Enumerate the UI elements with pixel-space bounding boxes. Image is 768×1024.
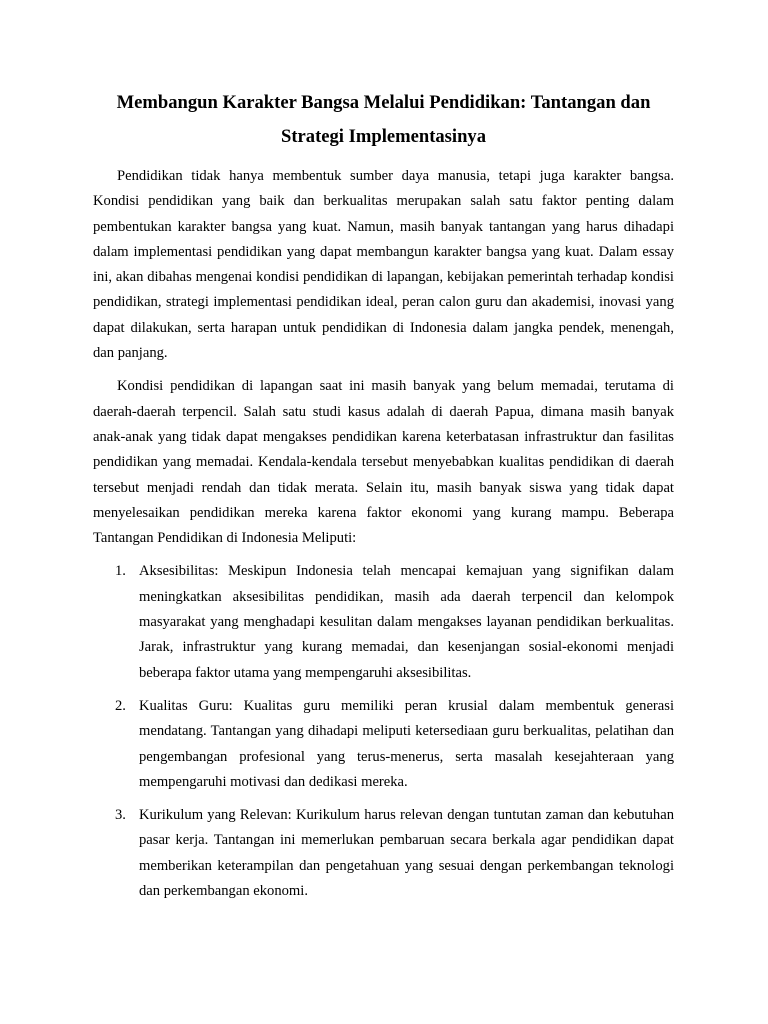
list-item-text: Kurikulum yang Relevan: Kurikulum harus relevan dengan tuntutan zaman dan kebutuhan pasar kerja. Tantangan ini memerlukan pembaruan secara berkala agar pendidikan dapat memberikan keterampilan dan pengetahuan yang sesuai dengan perkembangan teknologi dan perkembangan ekonomi. bbox=[139, 807, 674, 900]
list-item bbox=[93, 803, 674, 904]
list-item-number: 3. bbox=[115, 807, 126, 824]
document-page bbox=[93, 86, 674, 912]
list-item bbox=[93, 559, 674, 685]
paragraph-intro: Pendidikan tidak hanya membentuk sumber daya manusia, tetapi juga karakter bangsa. Kondisi pendidikan yang baik dan berkualitas merupakan salah satu faktor penting dalam pembentukan karakter bangsa yang kuat. Namun, masih banyak tantangan yang harus dihadapi dalam implementasi pendidikan yang dapat membangun karakter bangsa yang kuat. Dalam essay ini, akan dibahas mengenai kondisi pendidikan di lapangan, kebijakan pemerintah terhadap kondisi pendidikan, strategi implementasi pendidikan ideal, peran calon guru dan akademisi, inovasi yang dapat dilakukan, serta harapan untuk pendidikan di Indonesia dalam jangka pendek, menengah, dan panjang. bbox=[93, 168, 674, 362]
list-item-number: 2. bbox=[115, 697, 126, 714]
list-item bbox=[93, 694, 674, 795]
document-title: Membangun Karakter Bangsa Melalui Pendidikan: Tantangan dan Strategi Implementasinya bbox=[116, 92, 651, 147]
challenges-list bbox=[93, 559, 674, 904]
paragraph-conditions: Kondisi pendidikan di lapangan saat ini masih banyak yang belum memadai, terutama di daerah-daerah terpencil. Salah satu studi kasus adalah di daerah Papua, dimana masih banyak anak-anak yang tidak dapat mengakses pendidikan karena keterbatasan infrastruktur dan fasilitas pendidikan yang memadai. Kendala-kendala tersebut menyebabkan kualitas pendidikan di daerah tersebut menjadi rendah dan tidak merata. Selain itu, masih banyak siswa yang tidak dapat menyelesaikan pendidikan mereka karena faktor ekonomi yang kurang mampu. Beberapa Tantangan Pendidikan di Indonesia Meliputi: bbox=[93, 378, 674, 547]
list-item-text: Kualitas Guru: Kualitas guru memiliki peran krusial dalam membentuk generasi mendatang. Tantangan yang dihadapi meliputi ketersediaan guru berkualitas, pelatihan dan pengembangan profesional yang terus-menerus, serta masalah kesejahteraan yang mempengaruhi motivasi dan dedikasi mereka. bbox=[139, 697, 674, 790]
list-item-text: Aksesibilitas: Meskipun Indonesia telah mencapai kemajuan yang signifikan dalam meningkatkan aksesibilitas pendidikan, masih ada daerah terpencil dan kelompok masyarakat yang menghadapi kesulitan dalam mengakses layanan pendidikan berkualitas. Jarak, infrastruktur yang kurang memadai, dan kesenjangan sosial-ekonomi menjadi beberapa faktor utama yang mempengaruhi aksesibilitas. bbox=[139, 563, 674, 681]
list-item-number: 1. bbox=[115, 563, 126, 580]
